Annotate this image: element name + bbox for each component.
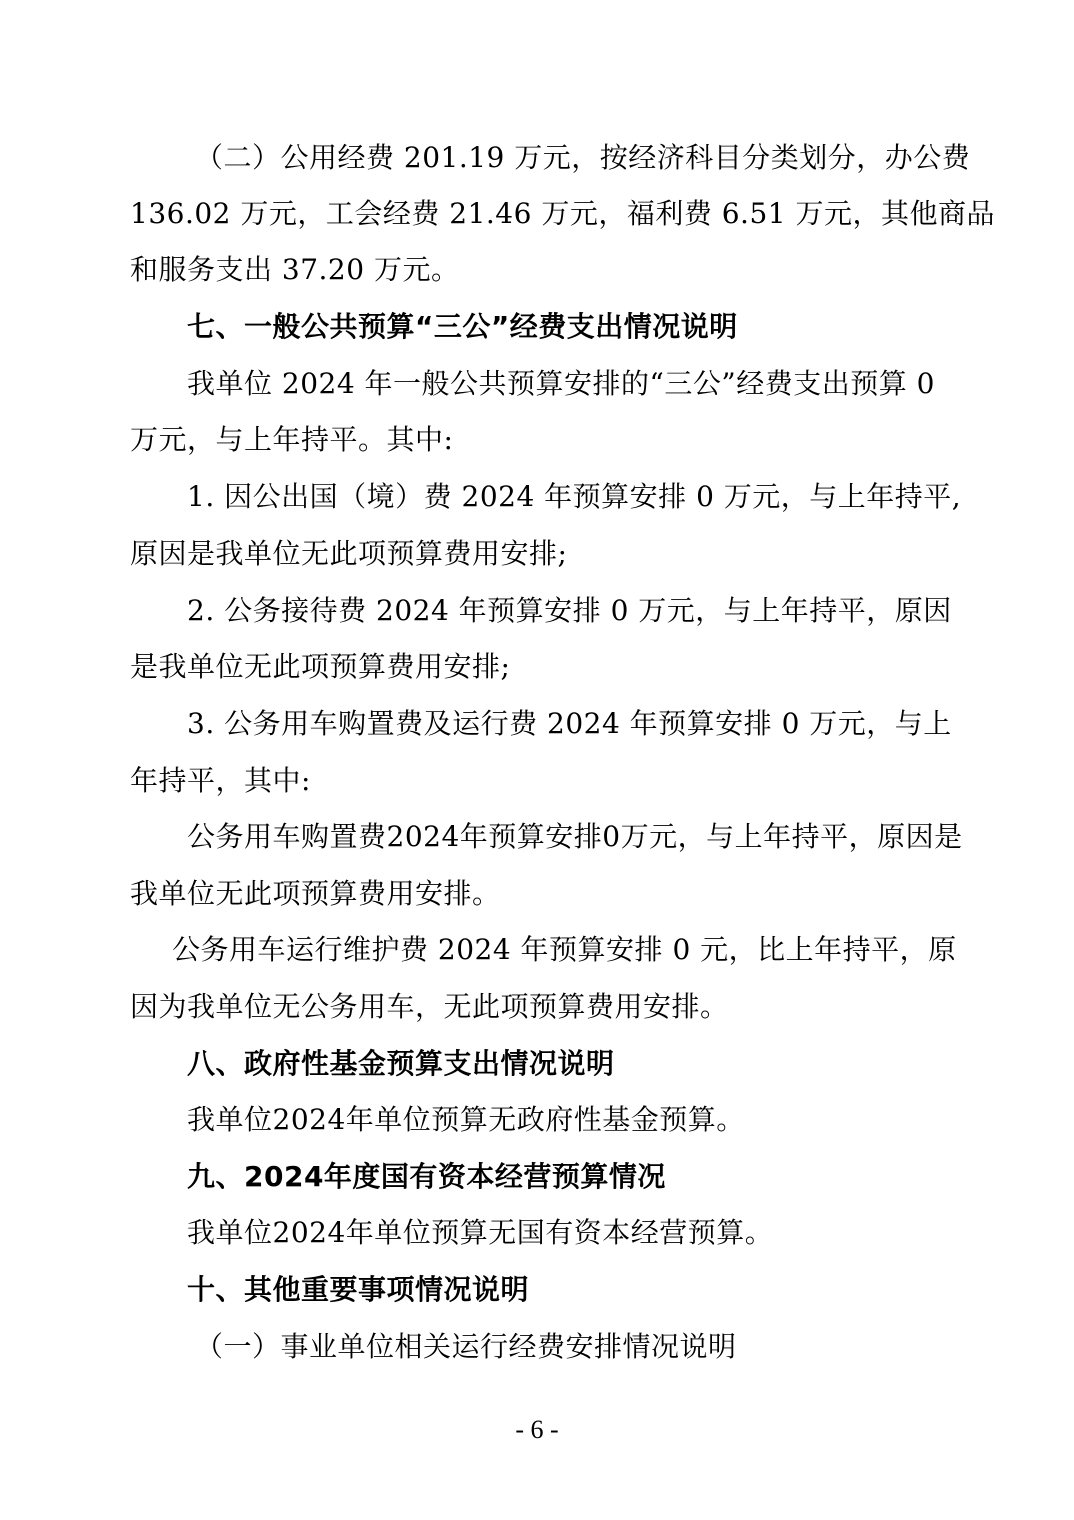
section-heading-8: 八、政府性基金预算支出情况说明 <box>187 1047 615 1080</box>
paragraph-item-2-line-2: 是我单位无此项预算费用安排; <box>130 650 511 683</box>
paragraph-item-1-line-2: 原因是我单位无此项预算费用安排; <box>130 537 568 570</box>
paragraph-item-3-line-1: 3. 公务用车购置费及运行费 2024 年预算安排 0 万元，与上 <box>187 707 952 740</box>
paragraph-vehicle-operation-line-2: 因为我单位无公务用车，无此项预算费用安排。 <box>130 990 729 1023</box>
paragraph-three-public-line-2: 万元，与上年持平。其中: <box>130 423 454 456</box>
paragraph-state-capital: 我单位2024年单位预算无国有资本经营预算。 <box>187 1216 774 1249</box>
paragraph-public-funds-line-2: 136.02 万元，工会经费 21.46 万元，福利费 6.51 万元，其他商品 <box>130 197 995 230</box>
paragraph-three-public-line-1: 我单位 2024 年一般公共预算安排的“三公”经费支出预算 0 <box>187 367 935 400</box>
paragraph-vehicle-purchase-line-2: 我单位无此项预算费用安排。 <box>130 877 501 910</box>
section-heading-10: 十、其他重要事项情况说明 <box>187 1273 530 1306</box>
paragraph-operating-expenses: （一）事业单位相关运行经费安排情况说明 <box>195 1330 737 1363</box>
section-heading-9: 九、2024年度国有资本经营预算情况 <box>187 1160 666 1193</box>
paragraph-vehicle-operation-line-1: 公务用车运行维护费 2024 年预算安排 0 元，比上年持平，原 <box>172 933 957 966</box>
paragraph-item-2-line-1: 2. 公务接待费 2024 年预算安排 0 万元，与上年持平，原因 <box>187 594 952 627</box>
section-heading-7: 七、一般公共预算“三公”经费支出情况说明 <box>187 310 738 343</box>
page-number: - 6 - <box>515 1415 559 1444</box>
paragraph-item-3-line-2: 年持平，其中: <box>130 764 311 797</box>
paragraph-public-funds-line-1: （二）公用经费 201.19 万元，按经济科目分类划分，办公费 <box>195 141 971 174</box>
paragraph-government-fund: 我单位2024年单位预算无政府性基金预算。 <box>187 1103 745 1136</box>
paragraph-item-1-line-1: 1. 因公出国（境）费 2024 年预算安排 0 万元，与上年持平, <box>187 480 962 513</box>
paragraph-vehicle-purchase-line-1: 公务用车购置费2024年预算安排0万元，与上年持平，原因是 <box>187 820 963 853</box>
paragraph-public-funds-line-3: 和服务支出 37.20 万元。 <box>130 253 460 286</box>
